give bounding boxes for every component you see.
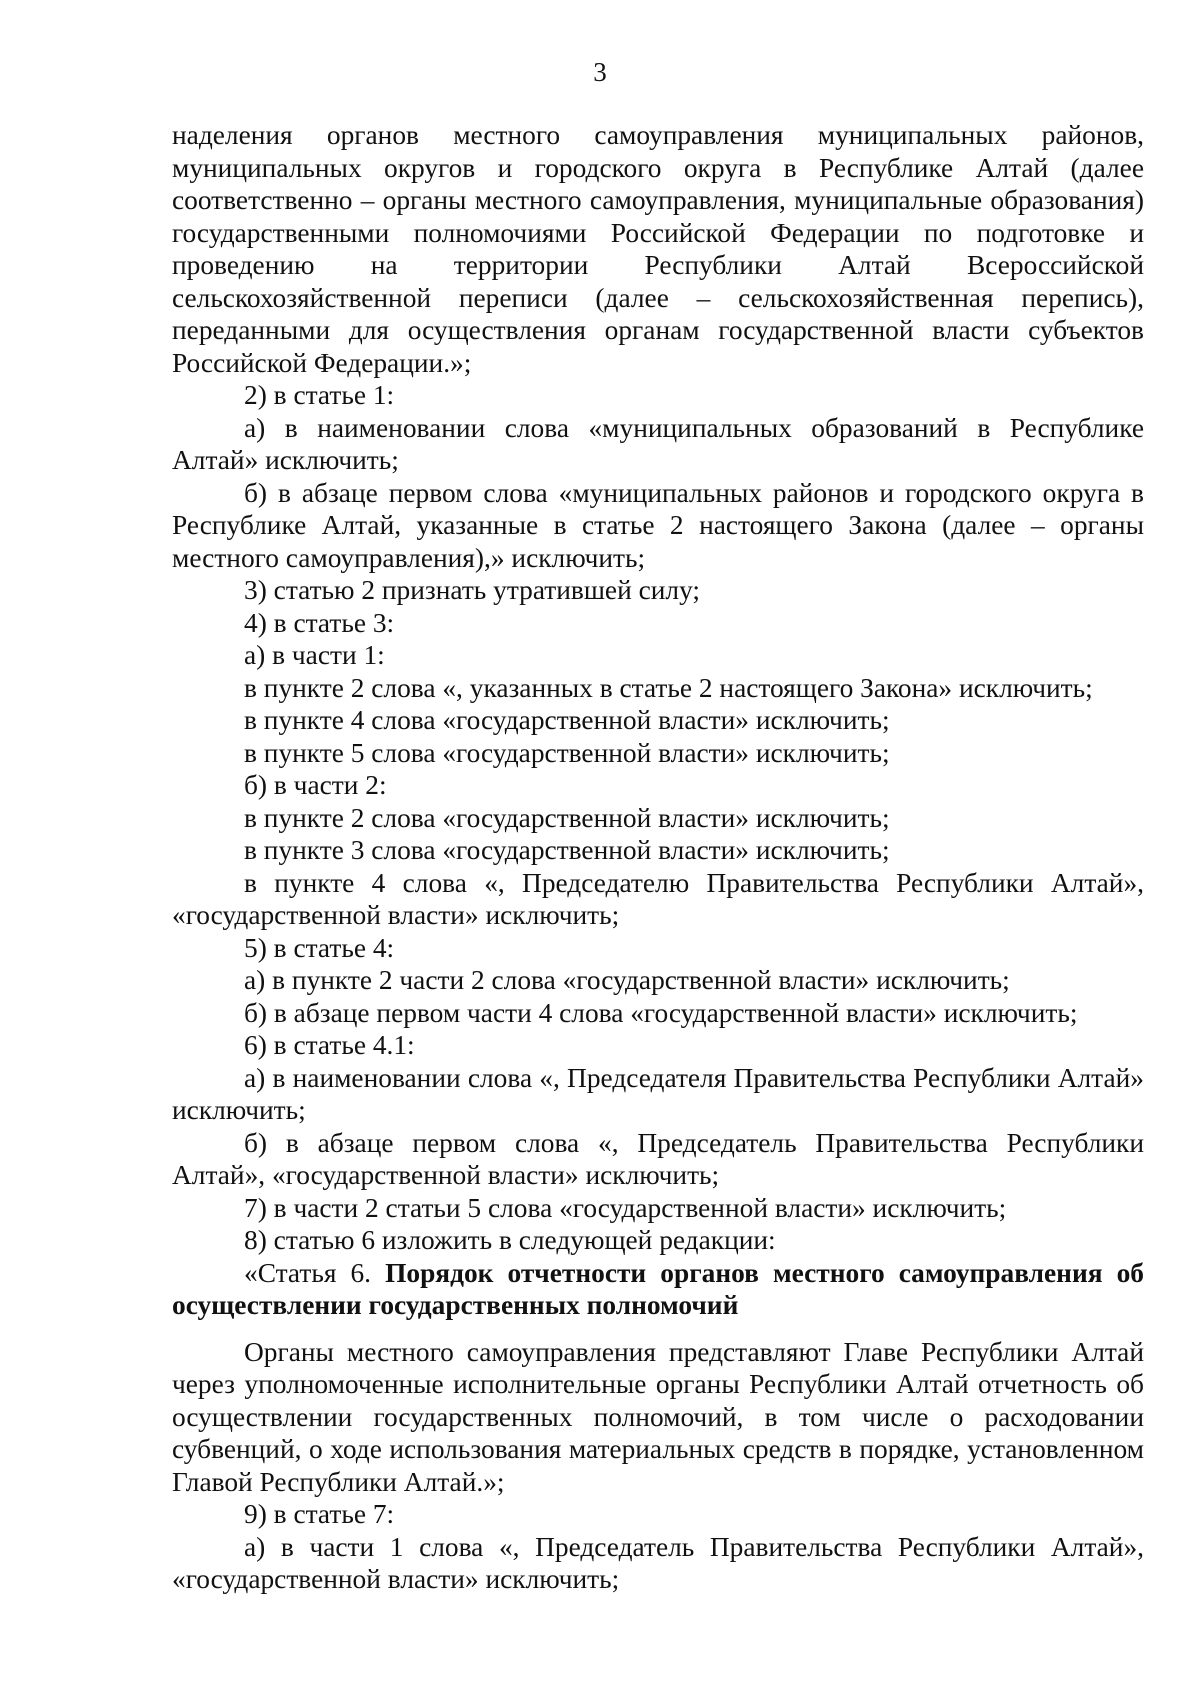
paragraph: а) в наименовании слова «муниципальных образований в Республике Алтай» исключить; (172, 412, 1144, 475)
page-number: 3 (593, 57, 607, 87)
article-heading (172, 1257, 1144, 1322)
article-heading-prefix: «Статья 6. (244, 1257, 386, 1288)
paragraph: в пункте 4 слова «государственной власти» исключить; (244, 705, 890, 735)
document-body (172, 119, 1144, 1596)
paragraph: в пункте 4 слова «, Председателю Правительства Республики Алтай», «государственной власти» исключить; (172, 867, 1144, 930)
paragraph: б) в абзаце первом части 4 слова «государственной власти» исключить; (244, 997, 1078, 1028)
paragraph: б) в абзаце первом слова «муниципальных районов и городского округа в Республике Алтай, указанные в статье 2 настоящего Закона (далее – органы местного самоуправления),» исключить; (172, 477, 1144, 573)
article-heading-title: Порядок отчетности органов местного самоуправления об осуществлении государственных полномочий (172, 1257, 1145, 1320)
paragraph: 3) статью 2 признать утратившей силу; (244, 575, 701, 605)
paragraph: а) в наименовании слова «, Председателя Правительства Республики Алтай» исключить; (172, 1062, 1144, 1125)
paragraph: 8) статью 6 изложить в следующей редакции: (244, 1225, 776, 1255)
paragraph: в пункте 5 слова «государственной власти» исключить; (244, 737, 890, 768)
paragraph: в пункте 3 слова «государственной власти» исключить; (244, 835, 890, 865)
paragraph: а) в части 1: (244, 640, 385, 670)
paragraph: б) в абзаце первом слова «, Председатель Правительства Республики Алтай», «государственной власти» исключить; (172, 1127, 1144, 1190)
paragraph: в пункте 2 слова «, указанных в статье 2 настоящего Закона» исключить; (244, 672, 1093, 703)
paragraph: 5) в статье 4: (244, 932, 395, 963)
paragraph: 6) в статье 4.1: (244, 1030, 415, 1060)
paragraph: 4) в статье 3: (244, 607, 395, 638)
paragraph: а) в пункте 2 части 2 слова «государственной власти» исключить; (244, 965, 1010, 995)
paragraph: б) в части 2: (244, 770, 387, 800)
paragraph-continuation: наделения органов местного самоуправления муниципальных районов, муниципальных округов и городского округа в Республике Алтай (далее соответственно – органы местного самоуправления, муниципальные образования) государственными полномочиями Российской Федерации по подготовке и проведению на территории Республики Алтай Всероссийской сельскохозяйственной переписи (далее – сельскохозяйственная перепись), переданными для осуществления органам государственной власти субъектов Российской Федерации.»; (172, 120, 1144, 378)
paragraph: 7) в части 2 статьи 5 слова «государственной власти» исключить; (244, 1192, 1007, 1223)
paragraph: 9) в статье 7: (244, 1499, 395, 1529)
paragraph: Органы местного самоуправления представляют Главе Республики Алтай через уполномоченные исполнительные органы Республики Алтай отчетность об осуществлении государственных полномочий, в том числе о расходовании субвенций, о ходе использования материальных средств в порядке, установленном Главой Республики Алтай.»; (172, 1336, 1144, 1497)
paragraph: а) в части 1 слова «, Председатель Правительства Республики Алтай», «государственной власти» исключить; (172, 1531, 1144, 1594)
paragraph: 2) в статье 1: (244, 380, 395, 410)
paragraph: в пункте 2 слова «государственной власти» исключить; (244, 802, 890, 833)
